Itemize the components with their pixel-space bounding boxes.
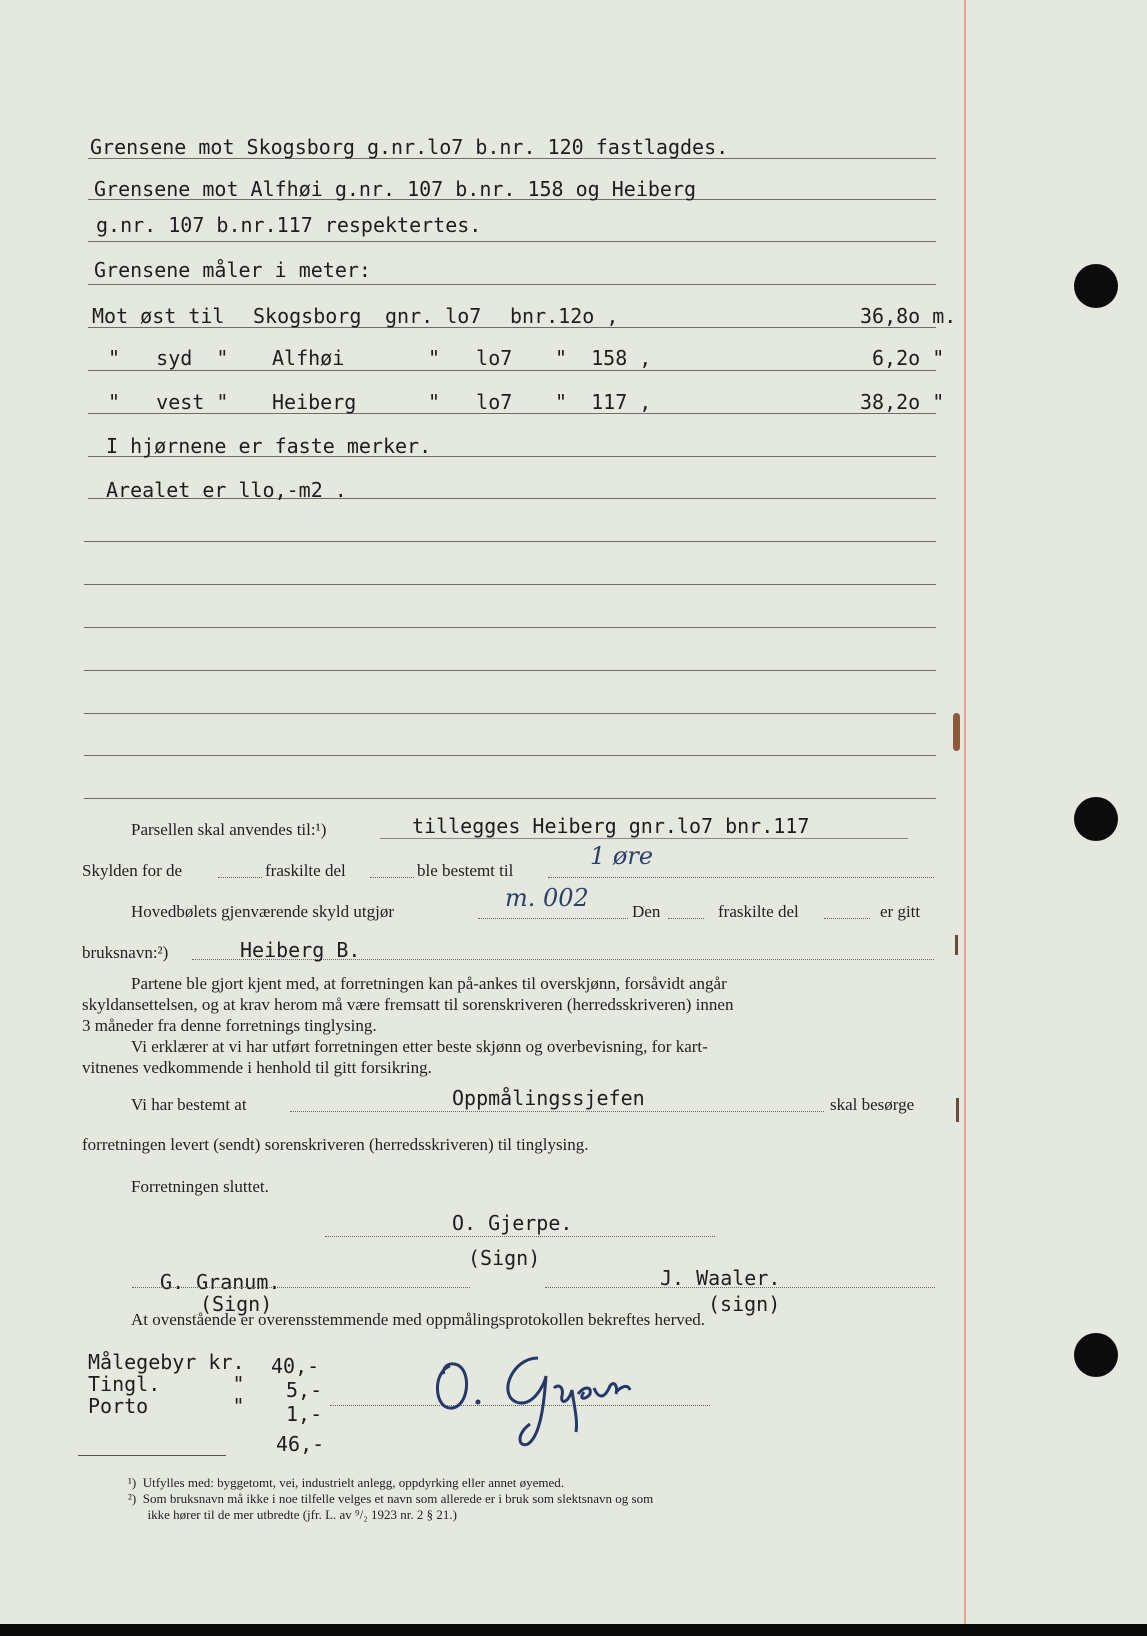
- measure-length: 36,8o m.: [860, 304, 957, 328]
- levert-line: forretningen levert (sendt) sorenskriveren (herredsskriveren) til tinglysing.: [82, 1135, 589, 1154]
- punch-hole: [1074, 1333, 1118, 1377]
- hoved-text: er gitt: [880, 902, 921, 921]
- ruled-line: [84, 670, 936, 671]
- signature-sign: (Sign): [200, 1292, 273, 1316]
- hoved-text: Hovedbølets gjenværende skyld utgjør: [131, 902, 394, 921]
- signature-name: G. Granum.: [160, 1270, 281, 1294]
- bruksnavn-value: Heiberg B.: [240, 938, 361, 962]
- signature-sign: (sign): [708, 1292, 781, 1316]
- fee-value: 1,-: [286, 1402, 323, 1426]
- dotted-field: [545, 1286, 935, 1288]
- parsellen-value: tillegges Heiberg gnr.lo7 bnr.117: [412, 814, 810, 838]
- field-line: [380, 838, 908, 839]
- paragraph-line: 3 måneder fra denne forretnings tinglysing.: [82, 1016, 377, 1035]
- bestemt-text: skal besørge: [830, 1095, 915, 1114]
- corners-line: I hjørnene er faste merker.: [106, 434, 432, 458]
- ruled-line: [84, 584, 936, 585]
- parsellen-label: Parsellen skal anvendes til:¹): [131, 820, 327, 839]
- margin-line: [964, 0, 966, 1624]
- footnote: ²) Som bruksnavn må ikke i noe tilfelle velges et navn som allerede er i bruk som slektsnavn og som: [128, 1491, 654, 1506]
- ruled-line: [88, 241, 936, 242]
- measure-length: 6,2o ": [872, 346, 945, 370]
- typed-line: Grensene mot Alfhøi g.nr. 107 b.nr. 158 og Heiberg: [94, 177, 697, 201]
- footnote: ¹) Utfylles med: byggetomt, vei, industrielt anlegg, oppdyrking eller annet øyemed.: [128, 1475, 565, 1490]
- measure-neighbor: Skogsborg: [253, 304, 362, 328]
- bruksnavn-label: bruksnavn:²): [82, 943, 169, 962]
- sluttet-line: Forretningen sluttet.: [131, 1177, 269, 1196]
- punch-hole: [1074, 264, 1118, 308]
- fee-total: 46,-: [276, 1432, 325, 1456]
- dotted-field: [824, 917, 870, 919]
- typed-line: Grensene mot Skogsborg g.nr.lo7 b.nr. 120 fastlagdes.: [90, 135, 729, 159]
- skylden-text: fraskilte del: [265, 861, 346, 880]
- fee-label: Porto ": [88, 1394, 245, 1418]
- ruled-line: [84, 713, 936, 714]
- measure-neighbor: Alfhøi: [272, 346, 345, 370]
- dotted-field: [218, 876, 262, 878]
- ruled-line: [84, 541, 936, 542]
- measure-neighbor: Heiberg: [272, 390, 357, 414]
- dotted-field: [290, 1110, 824, 1112]
- hoved-value: m. 002: [505, 884, 589, 912]
- measure-length: 38,2o ": [860, 390, 945, 414]
- dotted-field: [325, 1235, 715, 1237]
- dotted-field: [668, 917, 704, 919]
- area-line: Arealet er llo,-m2 .: [106, 478, 347, 502]
- measure-gnr: " lo7: [428, 346, 513, 370]
- measure-bnr: bnr.12o ,: [510, 304, 619, 328]
- dotted-field: [478, 917, 628, 919]
- footnote: ikke hører til de mer utbredte (jfr. L. av ⁹/₂ 1923 nr. 2 § 21.): [128, 1507, 457, 1522]
- signature-name: J. Waaler.: [660, 1266, 781, 1290]
- typed-line: g.nr. 107 b.nr.117 respektertes.: [96, 213, 482, 237]
- ruled-line: [88, 370, 936, 371]
- ink-mark: [953, 713, 960, 751]
- fee-rule: [78, 1455, 226, 1456]
- fee-value: 40,-: [271, 1354, 320, 1378]
- skylden-text: ble bestemt til: [417, 861, 514, 880]
- ink-mark: [955, 935, 958, 955]
- paragraph-line: skyldansettelsen, og at krav herom må være fremsatt til sorenskriveren (herredsskriveren) innen: [82, 995, 734, 1014]
- paragraph-line: Partene ble gjort kjent med, at forretningen kan på-ankes til overskjønn, forsåvidt angår: [131, 974, 727, 993]
- bestemt-value: Oppmålingssjefen: [452, 1086, 645, 1110]
- fee-label: Tingl. ": [88, 1372, 245, 1396]
- ruled-line: [84, 755, 936, 756]
- punch-hole: [1074, 797, 1118, 841]
- paragraph-line: Vi erklærer at vi har utført forretningen etter beste skjønn og overbevisning, for kart-: [131, 1037, 708, 1056]
- ruled-line: [84, 627, 936, 628]
- fee-value: 5,-: [286, 1378, 323, 1402]
- skylden-value: 1 øre: [590, 842, 654, 870]
- skylden-text: Skylden for de: [82, 861, 183, 880]
- hoved-text: Den: [632, 902, 661, 921]
- dotted-field: [370, 876, 414, 878]
- measure-gnr: gnr. lo7: [385, 304, 482, 328]
- dotted-field: [132, 1286, 470, 1288]
- measure-gnr: " lo7: [428, 390, 513, 414]
- measure-bnr: " 158 ,: [555, 346, 652, 370]
- measure-direction: " syd ": [108, 346, 229, 370]
- measure-direction: " vest ": [108, 390, 229, 414]
- ruled-line: [84, 798, 936, 799]
- handwritten-signature: [428, 1336, 668, 1456]
- signature-name: O. Gjerpe.: [452, 1211, 573, 1235]
- ink-mark: [956, 1098, 959, 1122]
- attest-line: At ovenstående er overensstemmende med oppmålingsprotokollen bekreftes herved.: [131, 1310, 706, 1329]
- measure-direction: Mot øst til: [92, 304, 225, 328]
- measure-bnr: " 117 ,: [555, 390, 652, 414]
- typed-line: Grensene måler i meter:: [94, 258, 371, 282]
- dotted-field: [548, 876, 934, 878]
- fee-label: Målegebyr kr.: [88, 1350, 245, 1374]
- bestemt-text: Vi har bestemt at: [131, 1095, 247, 1114]
- ruled-line: [88, 284, 936, 285]
- hoved-text: fraskilte del: [718, 902, 799, 921]
- paragraph-line: vitnenes vedkommende i henhold til gitt forsikring.: [82, 1058, 432, 1077]
- signature-sign: (Sign): [468, 1246, 541, 1270]
